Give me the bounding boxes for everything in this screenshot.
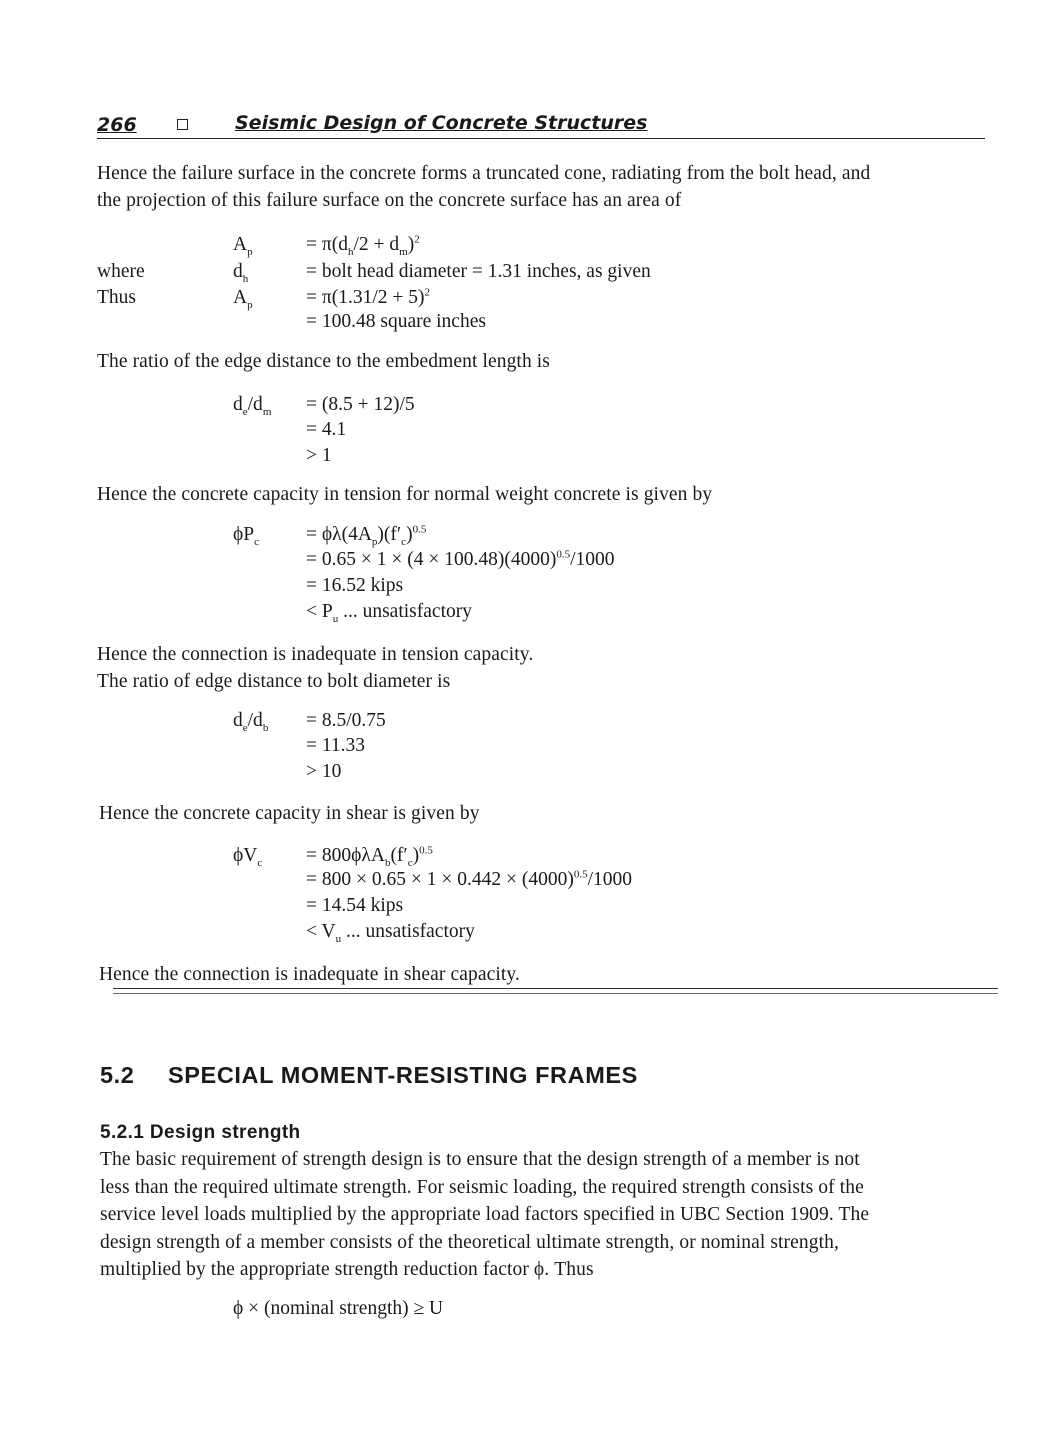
equation-pc-substituted: = $0.65 \times 1 \times (4 \times 100.48)(4000)^{0.5}/1000$ <box>306 548 615 570</box>
equation-strength-requirement: ϕ × (nominal strength) ≥ U <box>233 1298 444 1319</box>
book-title: Seismic Design of Concrete Structures <box>235 112 648 134</box>
paragraph-shear-capacity: Hence the concrete capacity in shear is given by <box>99 803 480 824</box>
equation-ap-result: = 100.48 square inches <box>306 311 486 332</box>
section-heading: 5.2 SPECIAL MOMENT-RESISTING FRAMES <box>100 1062 638 1088</box>
thus-label: Thus <box>97 287 136 308</box>
page-number: 266 <box>97 114 137 136</box>
equation-pc-value: = 16.52 kips <box>306 575 404 596</box>
where-label: where <box>97 261 145 282</box>
paragraph-tension-capacity: Hence the concrete capacity in tension for normal weight concrete is given by <box>97 484 713 505</box>
equation-ratio1-compare: > 1 <box>306 445 332 466</box>
paragraph-design-strength: The basic requirement of strength design is to ensure that the design strength of a member is not less than the required ultimate strength. For seismic loading, the required strength consists of the service level loads multiplied by the appropriate load factors specified in UBC Section 1909. The design strength of a member consists of the theoretical ultimate strength, or nominal strength, multiplied by the appropriate strength reduction factor ϕ. Thus <box>100 1149 870 1280</box>
equation-pc-compare: < $P_u$ ... unsatisfactory <box>306 601 472 625</box>
subsection-heading: 5.2.1 Design strength <box>100 1122 301 1143</box>
equation-ratio1-value: = 4.1 <box>306 419 347 440</box>
equation-ratio2-compare: > 10 <box>306 761 342 782</box>
equation-ratio2-value: = 11.33 <box>306 735 366 756</box>
bolt-head-text: = bolt head diameter = 1.31 inches, as given <box>306 261 651 282</box>
box-icon <box>177 119 188 130</box>
paragraph-ratio-embedment: The ratio of the edge distance to the embedment length is <box>97 351 550 372</box>
section-divider <box>113 988 998 994</box>
paragraph-failure-surface: Hence the failure surface in the concrete forms a truncated cone, radiating from the bolt head, and the projection of this failure surface on the concrete surface has an area of <box>97 163 871 211</box>
paragraph-tension-inadequate: Hence the connection is inadequate in tension capacity. The ratio of edge distance to bolt diameter is <box>97 644 534 692</box>
equation-vc-substituted: = $800 \times 0.65 \times 1 \times 0.442 \times (4000)^{0.5}/1000$ <box>306 868 633 890</box>
equation-vc-compare: < $V_u$ ... unsatisfactory <box>306 921 475 945</box>
paragraph-shear-inadequate: Hence the connection is inadequate in shear capacity. <box>99 964 520 985</box>
running-header <box>97 112 985 139</box>
equation-vc-value: = 14.54 kips <box>306 895 404 916</box>
